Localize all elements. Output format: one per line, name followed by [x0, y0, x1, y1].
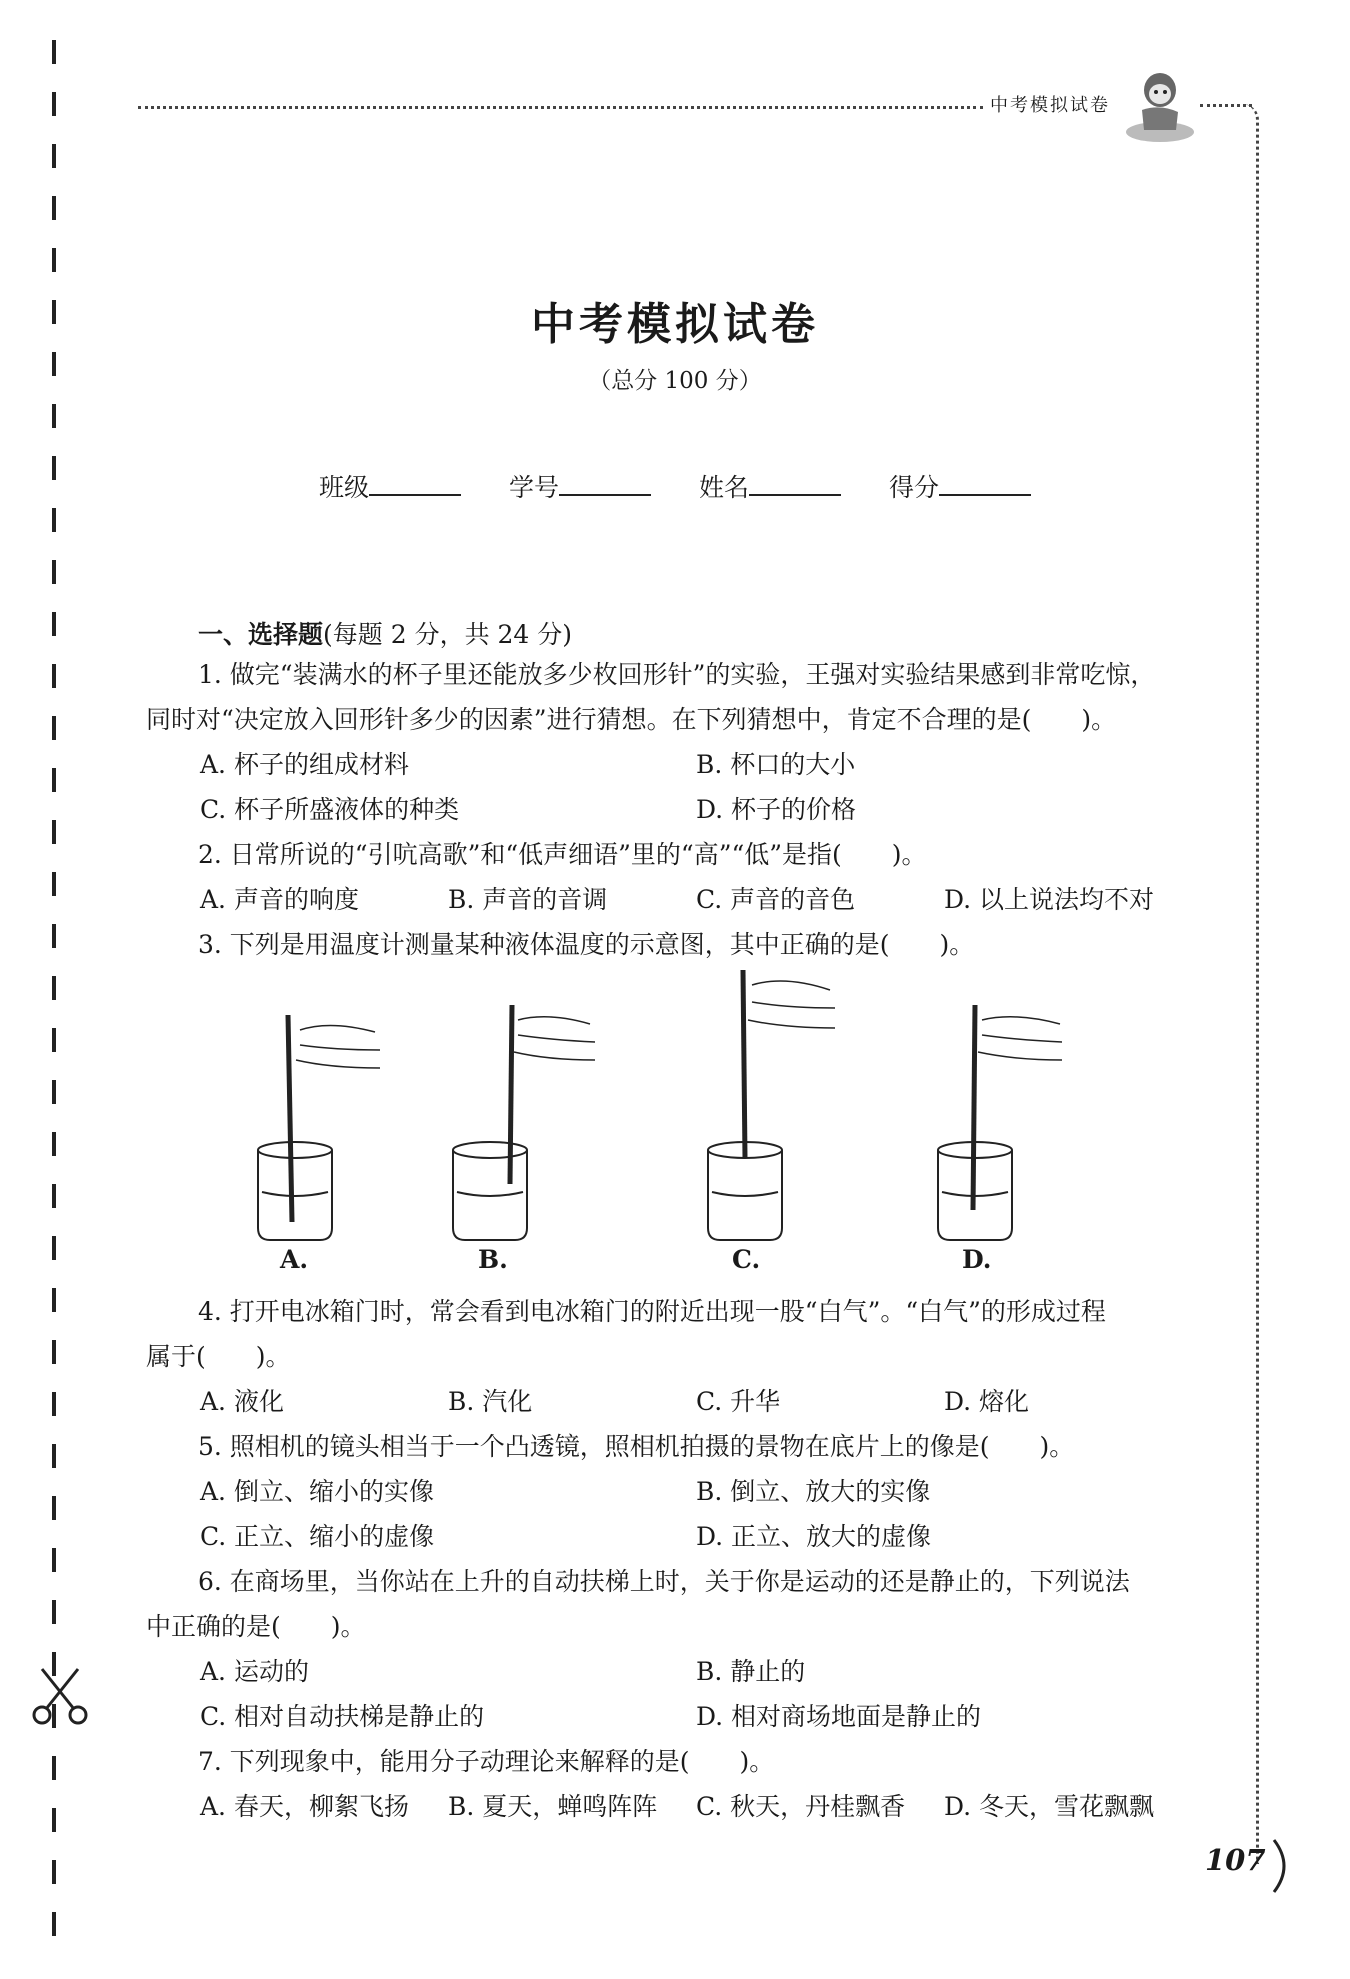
beaker-c: [708, 970, 835, 1240]
option-d: D. 杯子的价格: [696, 795, 857, 824]
option-c: C. 正立、缩小的虚像: [200, 1522, 435, 1551]
question-text: 7. 下列现象中，能用分子动理论来解释的是( )。: [198, 1747, 775, 1776]
score-label: 得分: [888, 473, 939, 502]
question-text: 同时对“决定放入回形针多少的因素”进行猜想。在下列猜想中，肯定不合理的是( )。: [146, 705, 1117, 734]
score-field[interactable]: [889, 473, 1031, 502]
option-c: C. 杯子所盛液体的种类: [200, 795, 460, 824]
question-text: 1. 做完“装满水的杯子里还能放多少枚回形针”的实验，王强对实验结果感到非常吃惊，: [198, 660, 1156, 689]
option-a: A. 杯子的组成材料: [200, 750, 409, 779]
figure-label-d: D.: [962, 1245, 992, 1274]
option-d: D. 冬天，雪花飘飘: [944, 1792, 1155, 1821]
option-b: B. 杯口的大小: [696, 750, 856, 779]
option-b: B. 倒立、放大的实像: [696, 1477, 931, 1506]
figure-label-b: B.: [478, 1245, 508, 1274]
question-text: 6. 在商场里，当你站在上升的自动扶梯上时，关于你是运动的还是静止的，下列说法: [198, 1567, 1130, 1596]
option-d: D. 正立、放大的虚像: [696, 1522, 932, 1551]
question-text: 5. 照相机的镜头相当于一个凸透镜，照相机拍摄的景物在底片上的像是( )。: [198, 1432, 1075, 1461]
option-b: B. 静止的: [696, 1657, 806, 1686]
question-text: 中正确的是( )。: [146, 1612, 366, 1641]
option-b: B. 声音的音调: [448, 885, 608, 914]
class-label: 班级: [319, 473, 370, 502]
section-heading: [198, 615, 572, 651]
beaker-d: [938, 1005, 1062, 1240]
question-text: 4. 打开电冰箱门时，常会看到电冰箱门的附近出现一股“白气”。“白气”的形成过程: [198, 1297, 1106, 1326]
beaker-b: [453, 1005, 595, 1240]
scissors-icon: [30, 1665, 90, 1725]
student-no-label: 学号: [509, 473, 560, 502]
option-c: C. 声音的音色: [696, 885, 856, 914]
thermometer-figure: [240, 960, 1120, 1290]
name-label: 姓名: [698, 473, 749, 502]
page-number: 107: [1205, 1843, 1266, 1877]
name-field[interactable]: [699, 473, 841, 502]
option-a: A. 液化: [200, 1387, 284, 1416]
option-b: B. 汽化: [448, 1387, 533, 1416]
mascot-icon: [1120, 60, 1200, 145]
option-c: C. 相对自动扶梯是静止的: [200, 1702, 485, 1731]
class-field[interactable]: [319, 473, 461, 502]
figure-label-a: A.: [280, 1245, 309, 1274]
option-d: D. 以上说法均不对: [944, 885, 1155, 914]
option-a: A. 声音的响度: [200, 885, 359, 914]
section-note: (每题 2 分，共 24 分): [323, 620, 573, 649]
question-text: 2. 日常所说的“引吭高歌”和“低声细语”里的“高”“低”是指( )。: [198, 840, 927, 869]
beaker-a: [258, 1015, 380, 1240]
option-a: A. 运动的: [200, 1657, 309, 1686]
page-title: 中考模拟试卷: [531, 299, 819, 350]
option-d: D. 熔化: [944, 1387, 1030, 1416]
header-rule: [138, 106, 983, 109]
option-b: B. 夏天，蝉鸣阵阵: [448, 1792, 658, 1821]
student-no-field[interactable]: [509, 473, 651, 502]
option-c: C. 秋天，丹桂飘香: [696, 1792, 906, 1821]
section-title: 一、选择题: [198, 620, 324, 649]
option-c: C. 升华: [696, 1387, 781, 1416]
question-text: 属于( )。: [146, 1342, 291, 1371]
student-info: [0, 468, 1350, 504]
running-title: 中考模拟试卷: [990, 95, 1110, 116]
option-a: A. 春天，柳絮飞扬: [200, 1792, 409, 1821]
page-subtitle: （总分 100 分）: [588, 368, 762, 394]
question-text: 3. 下列是用温度计测量某种液体温度的示意图，其中正确的是( )。: [198, 930, 975, 959]
figure-label-c: C.: [732, 1245, 761, 1274]
option-a: A. 倒立、缩小的实像: [200, 1477, 434, 1506]
option-d: D. 相对商场地面是静止的: [696, 1702, 982, 1731]
